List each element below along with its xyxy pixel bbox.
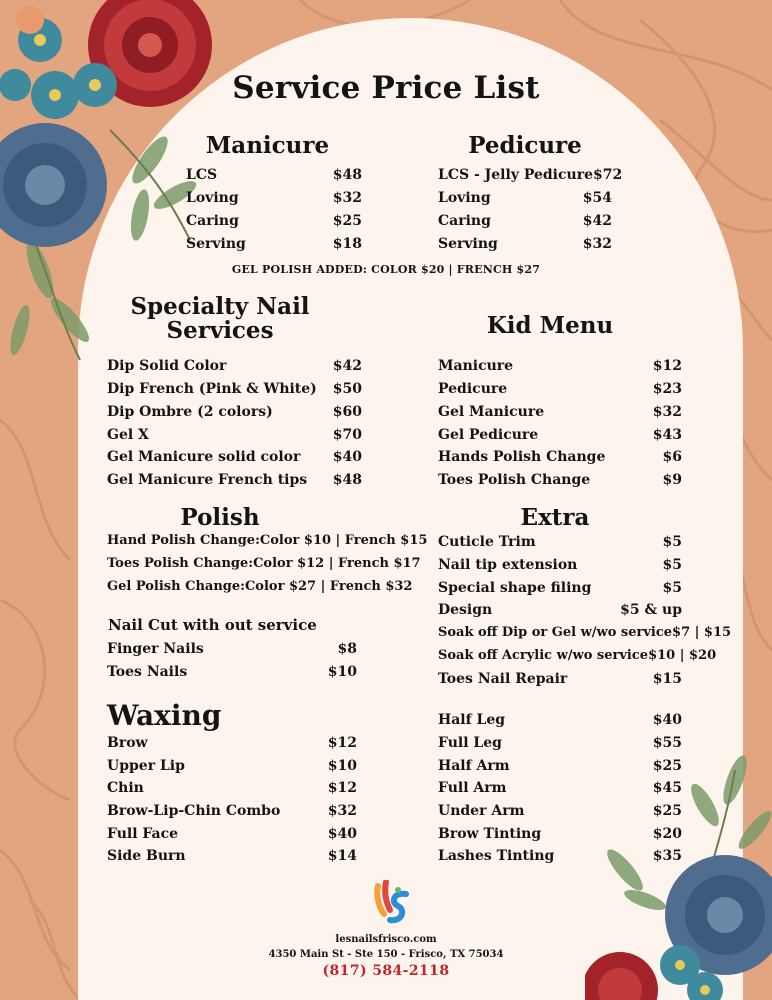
- nail-cut-row: [107, 661, 357, 683]
- waxing-row: [107, 845, 357, 867]
- polish-price: Color $27 | French $32: [244, 579, 413, 594]
- waxing-name: Half Leg: [438, 712, 506, 728]
- specialty-price: $50: [332, 381, 362, 397]
- kid-menu-name: Hands Polish Change: [438, 449, 606, 465]
- manicure-name: Caring: [186, 213, 239, 229]
- waxing-row: [107, 800, 357, 822]
- kid-menu-heading: Kid Menu: [486, 312, 614, 339]
- manicure-price: $25: [332, 213, 362, 229]
- polish-heading: Polish: [180, 504, 260, 531]
- waxing-name: Full Arm: [438, 780, 507, 796]
- pedicure-row: [438, 164, 623, 186]
- extra-row: [438, 599, 682, 621]
- nail-cut-price: $10: [327, 664, 357, 680]
- kid-menu-price: $6: [662, 449, 682, 465]
- polish-name: Gel Polish Change:: [107, 579, 245, 594]
- polish-price: Color $12 | French $17: [253, 556, 421, 571]
- pedicure-price: $42: [582, 213, 612, 229]
- specialty-price: $48: [332, 472, 362, 488]
- nail-cut-price: $8: [337, 641, 357, 657]
- manicure-row: [186, 233, 362, 255]
- kid-menu-price: $12: [652, 358, 682, 374]
- specialty-row: [107, 401, 362, 423]
- waxing-price: $55: [652, 735, 682, 751]
- extra-name: Soak off Dip or Gel w/wo service: [438, 625, 673, 640]
- kid-menu-row: [438, 469, 682, 491]
- polish-name: Hand Polish Change:: [107, 533, 260, 548]
- specialty-heading-line2: Services: [166, 317, 274, 344]
- pedicure-heading: Pedicure: [468, 132, 582, 159]
- extra-price: $5: [662, 557, 682, 573]
- extra-name: Design: [438, 602, 493, 618]
- extra-name: Nail tip extension: [438, 557, 578, 573]
- waxing-name: Chin: [107, 780, 144, 796]
- extra-name: Soak off Acrylic w/wo service: [438, 648, 649, 663]
- specialty-name: Dip Ombre (2 colors): [107, 404, 273, 420]
- specialty-price: $70: [332, 427, 362, 443]
- waxing-row: [438, 709, 682, 731]
- waxing-row: [438, 777, 682, 799]
- waxing-row: [107, 732, 357, 754]
- kid-menu-name: Pedicure: [438, 381, 508, 397]
- kid-menu-price: $32: [652, 404, 682, 420]
- waxing-name: Full Face: [107, 826, 179, 842]
- gel-polish-note: GEL POLISH ADDED: COLOR $20 | FRENCH $27: [231, 263, 541, 276]
- waxing-price: $40: [652, 712, 682, 728]
- waxing-name: Brow-Lip-Chin Combo: [107, 803, 281, 819]
- waxing-row: [438, 755, 682, 777]
- waxing-row: [107, 777, 357, 799]
- phone-number[interactable]: (817) 584-2118: [322, 963, 450, 979]
- nail-cut-row: [107, 638, 357, 660]
- page-title: Service Price List: [232, 70, 540, 106]
- waxing-name: Brow: [107, 735, 148, 751]
- kid-menu-row: [438, 401, 682, 423]
- waxing-row: [107, 823, 357, 845]
- specialty-price: $60: [332, 404, 362, 420]
- waxing-price: $45: [652, 780, 682, 796]
- extra-name: Special shape filing: [438, 580, 592, 596]
- waxing-name: Brow Tinting: [438, 826, 542, 842]
- salon-logo: [372, 880, 412, 926]
- kid-menu-price: $23: [652, 381, 682, 397]
- pedicure-price: $32: [582, 236, 612, 252]
- extra-row: [438, 577, 682, 599]
- waxing-row: [107, 755, 357, 777]
- waxing-price: $12: [327, 735, 357, 751]
- waxing-row: [438, 800, 682, 822]
- extra-price: $7 | $15: [672, 625, 732, 640]
- manicure-price: $18: [332, 236, 362, 252]
- extra-name: Cuticle Trim: [438, 534, 536, 550]
- kid-menu-name: Gel Manicure: [438, 404, 545, 420]
- waxing-price: $25: [652, 803, 682, 819]
- specialty-heading: [120, 295, 320, 343]
- kid-menu-row: [438, 424, 682, 446]
- kid-menu-price: $43: [652, 427, 682, 443]
- kid-menu-row: [438, 355, 682, 377]
- manicure-price: $32: [332, 190, 362, 206]
- waxing-price: $20: [652, 826, 682, 842]
- waxing-price: $12: [327, 780, 357, 796]
- waxing-row: [438, 732, 682, 754]
- waxing-price: $10: [327, 758, 357, 774]
- specialty-price: $42: [332, 358, 362, 374]
- nail-cut-name: Finger Nails: [107, 641, 204, 657]
- kid-menu-row: [438, 446, 682, 468]
- specialty-name: Gel Manicure solid color: [107, 449, 301, 465]
- extra-price: $15: [652, 671, 682, 687]
- pedicure-row: [438, 233, 612, 255]
- kid-menu-name: Toes Polish Change: [438, 472, 591, 488]
- nail-cut-heading: Nail Cut with out service: [108, 616, 317, 634]
- waxing-row: [438, 845, 682, 867]
- waxing-heading: Waxing: [107, 699, 222, 732]
- kid-menu-row: [438, 378, 682, 400]
- manicure-heading: Manicure: [205, 132, 330, 159]
- kid-menu-price: $9: [662, 472, 682, 488]
- waxing-name: Side Burn: [107, 848, 186, 864]
- extra-price: $5: [662, 534, 682, 550]
- manicure-row: [186, 187, 362, 209]
- specialty-row: [107, 469, 362, 491]
- nail-cut-name: Toes Nails: [107, 664, 188, 680]
- extra-price: $5: [662, 580, 682, 596]
- pedicure-name: LCS - Jelly Pedicure: [438, 167, 593, 183]
- extra-row: [438, 554, 682, 576]
- waxing-price: $35: [652, 848, 682, 864]
- specialty-row: [107, 355, 362, 377]
- polish-row: [107, 553, 421, 575]
- polish-price: Color $10 | French $15: [259, 533, 428, 548]
- specialty-heading-line1: Specialty Nail: [130, 293, 310, 320]
- pedicure-row: [438, 187, 612, 209]
- specialty-name: Gel Manicure French tips: [107, 472, 308, 488]
- address: 4350 Main St - Ste 150 - Frisco, TX 75034: [268, 949, 504, 960]
- waxing-name: Under Arm: [438, 803, 525, 819]
- extra-row: [438, 668, 682, 690]
- waxing-row: [438, 823, 682, 845]
- extra-row: [438, 622, 732, 644]
- specialty-price: $40: [332, 449, 362, 465]
- waxing-price: $32: [327, 803, 357, 819]
- manicure-name: LCS: [186, 167, 218, 183]
- website-link[interactable]: lesnailsfrisco.com: [335, 934, 437, 945]
- pedicure-name: Loving: [438, 190, 491, 206]
- pedicure-name: Serving: [438, 236, 498, 252]
- specialty-name: Gel X: [107, 427, 149, 443]
- waxing-price: $40: [327, 826, 357, 842]
- extra-row: [438, 531, 682, 553]
- manicure-name: Loving: [186, 190, 239, 206]
- extra-price: $10 | $20: [648, 648, 717, 663]
- extra-heading: Extra: [520, 504, 590, 531]
- specialty-row: [107, 424, 362, 446]
- pedicure-row: [438, 210, 612, 232]
- polish-row: [107, 576, 413, 598]
- kid-menu-name: Manicure: [438, 358, 514, 374]
- manicure-row: [186, 164, 362, 186]
- kid-menu-name: Gel Pedicure: [438, 427, 539, 443]
- waxing-name: Half Arm: [438, 758, 510, 774]
- polish-name: Toes Polish Change:: [107, 556, 254, 571]
- manicure-name: Serving: [186, 236, 246, 252]
- pedicure-name: Caring: [438, 213, 491, 229]
- specialty-name: Dip Solid Color: [107, 358, 227, 374]
- pedicure-price: $72: [592, 167, 623, 183]
- waxing-name: Full Leg: [438, 735, 502, 751]
- manicure-row: [186, 210, 362, 232]
- waxing-name: Lashes Tinting: [438, 848, 555, 864]
- waxing-name: Upper Lip: [107, 758, 185, 774]
- specialty-row: [107, 446, 362, 468]
- manicure-price: $48: [332, 167, 362, 183]
- polish-row: [107, 530, 428, 552]
- extra-name: Toes Nail Repair: [438, 671, 568, 687]
- waxing-price: $25: [652, 758, 682, 774]
- pedicure-price: $54: [582, 190, 612, 206]
- extra-price: $5 & up: [620, 602, 682, 618]
- specialty-name: Dip French (Pink & White): [107, 381, 317, 397]
- specialty-row: [107, 378, 362, 400]
- extra-row: [438, 645, 717, 667]
- waxing-price: $14: [327, 848, 357, 864]
